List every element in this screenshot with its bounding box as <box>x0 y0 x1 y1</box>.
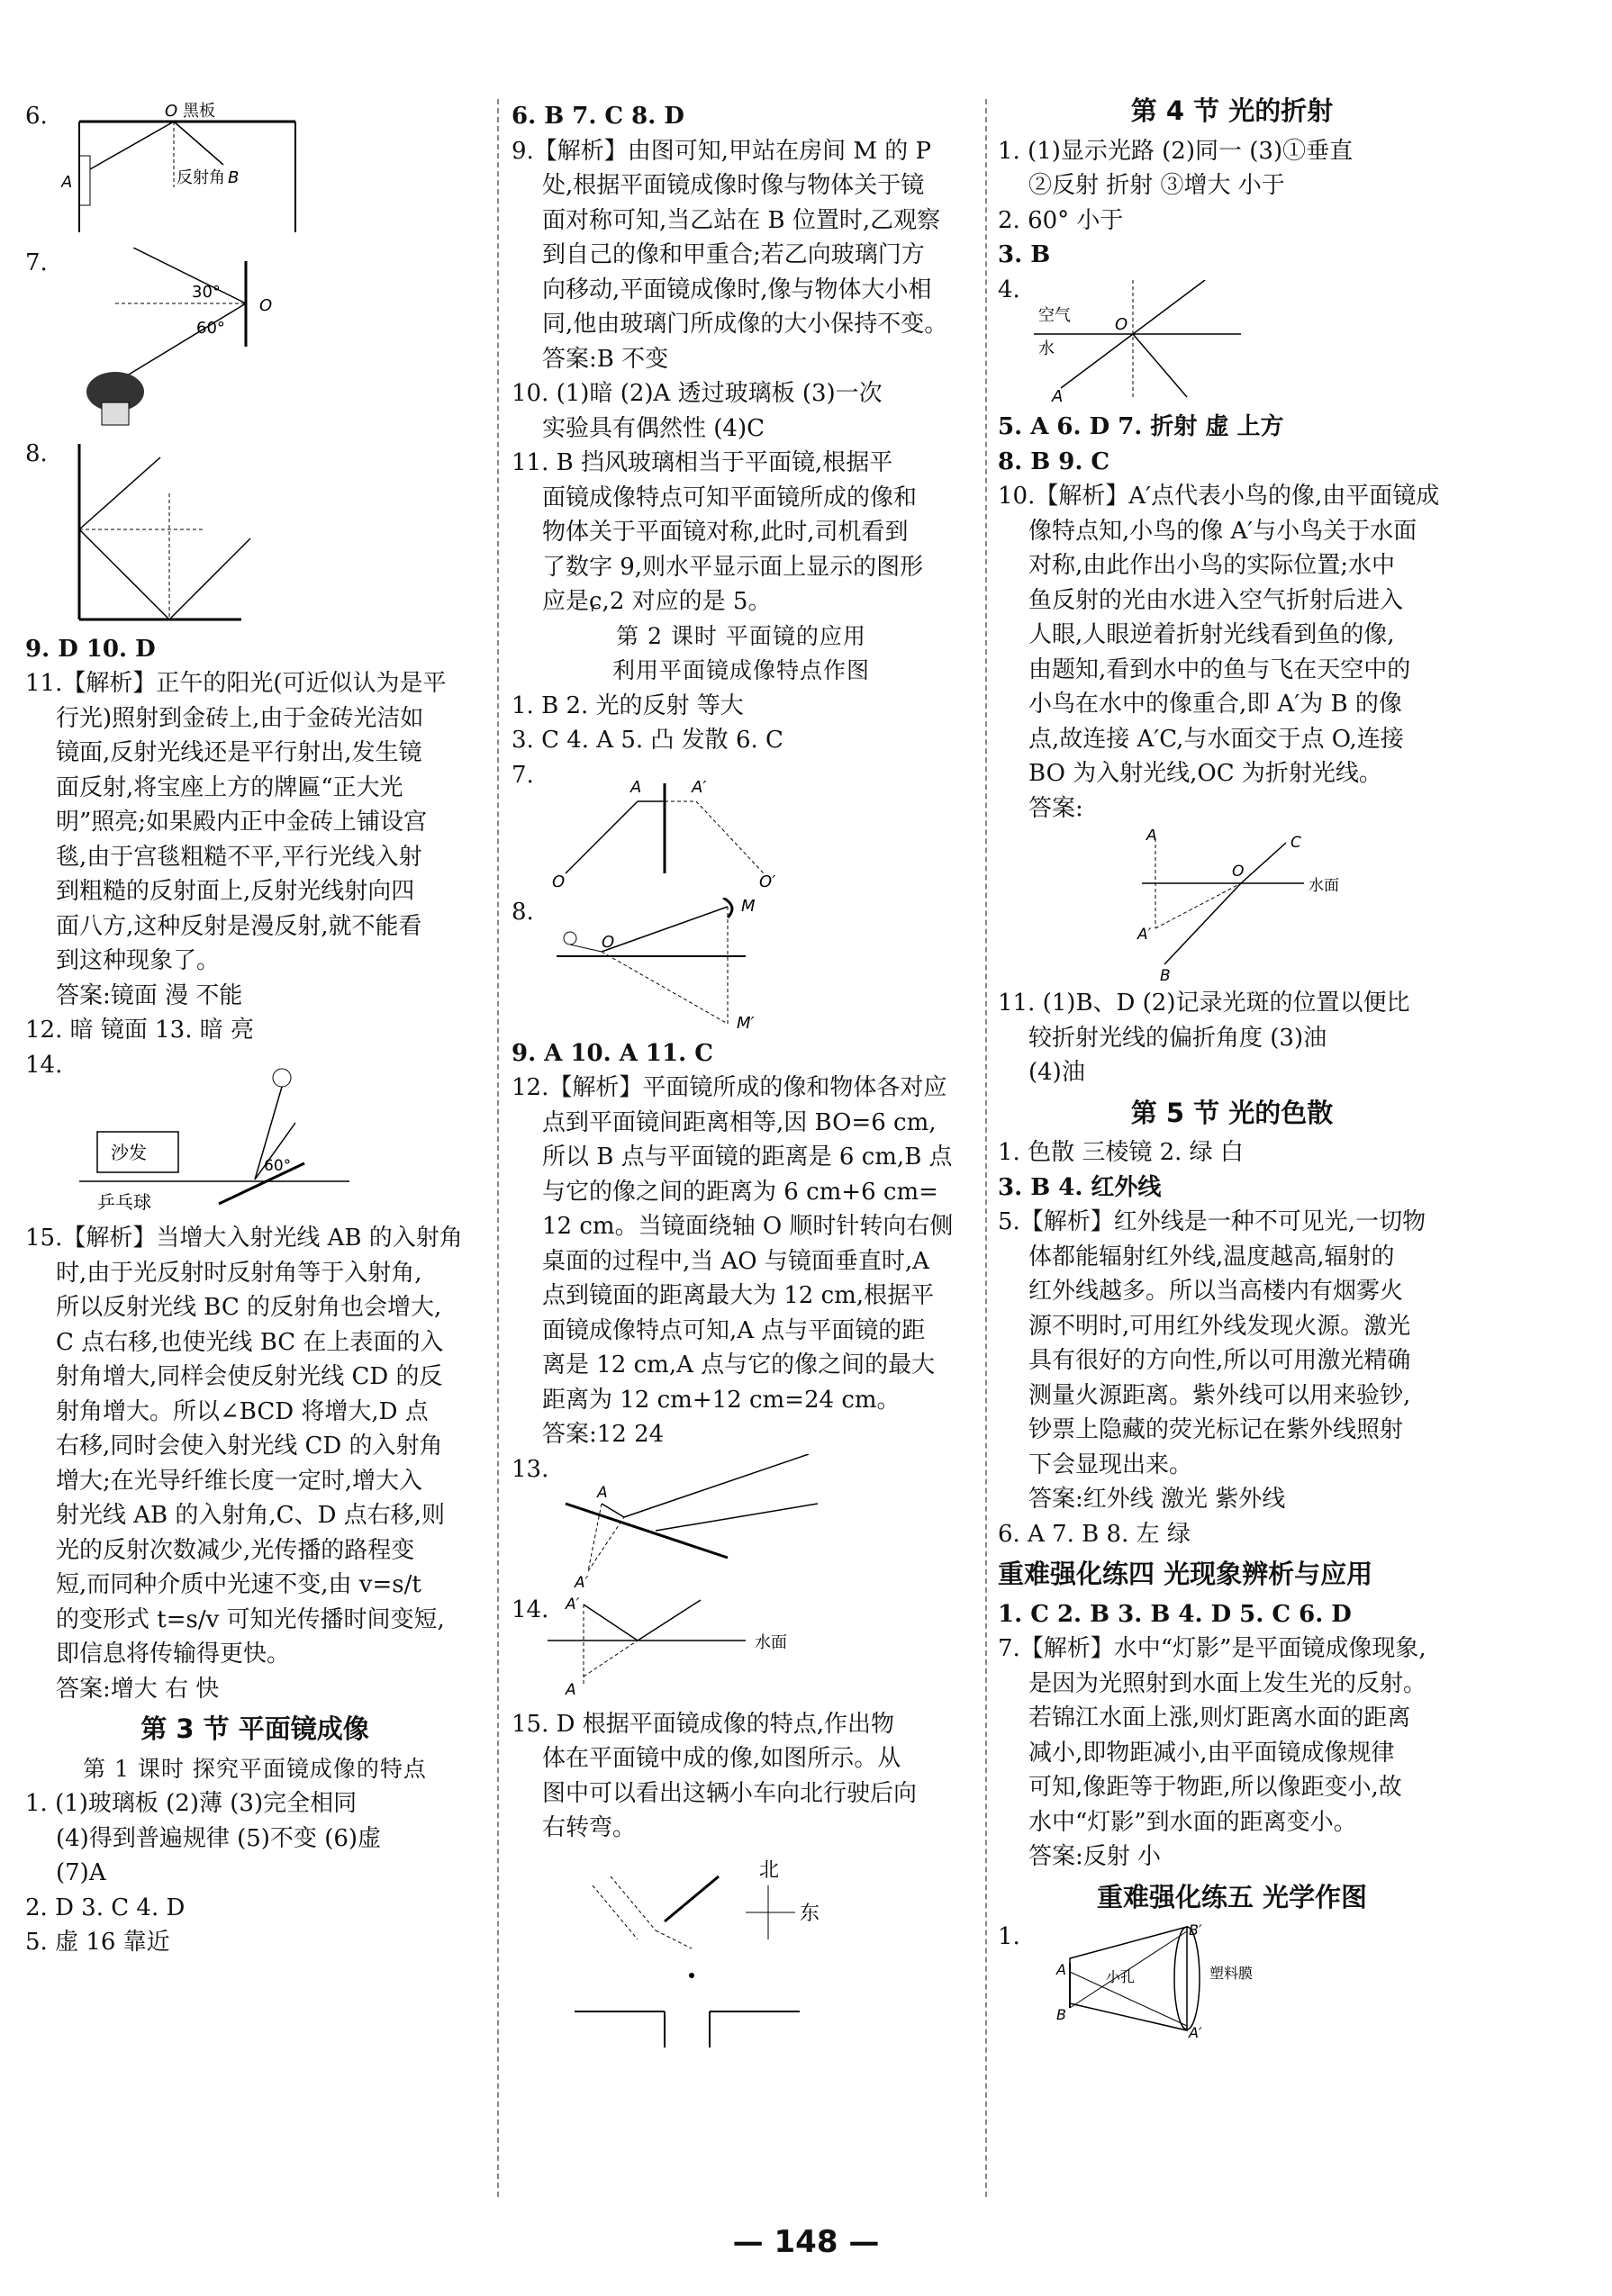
l2-q15-line-1: 15. D 根据平面镜成像的特点,作出物 <box>512 1710 894 1738</box>
fig-l2q7-o2: O′ <box>759 872 776 891</box>
fig14-60: 60° <box>264 1157 292 1175</box>
s3-q1-line-3: (7)A <box>56 1859 106 1886</box>
fig-l2q14-water: 水面 <box>755 1632 787 1652</box>
s3-q1-line-1: 1. (1)玻璃板 (2)薄 (3)完全相同 <box>25 1790 358 1817</box>
figure-l2-q15 <box>575 1849 899 2047</box>
s4-q10-line-1: 10.【解析】A′点代表小鸟的像,由平面镜成 <box>998 483 1440 510</box>
fig-s4q10-a: A <box>1146 829 1157 845</box>
l2-q9-11: 9. A 10. A 11. C <box>512 1039 713 1067</box>
l2-q12-answer: 答案:12 24 <box>542 1421 665 1448</box>
q15-line-8: 增大;在光导纤维长度一定时,增大入 <box>56 1467 423 1495</box>
q9-line-3: 面对称可知,当乙站在 B 位置时,乙观察 <box>542 206 941 234</box>
fig14-ball: 乒乓球 <box>97 1191 151 1213</box>
l2-q12-line-9: 离是 12 cm,A 点与它的像之间的最大 <box>542 1351 936 1379</box>
fig-s4q10-b: B <box>1160 967 1171 982</box>
s4-q2: 2. 60° 小于 <box>998 206 1124 234</box>
z4-q7-line-4: 减小,即物距减小,由平面镜成像规律 <box>1028 1739 1395 1767</box>
fig-s4q10-c: C <box>1291 834 1301 852</box>
q9-line-1: 9.【解析】由图可知,甲站在房间 M 的 P <box>512 137 931 165</box>
fig-l2q7-a: A <box>630 778 642 797</box>
s4-q5-7: 5. A 6. D 7. 折射 虚 上方 <box>998 413 1284 440</box>
q11-line-2: 行光)照射到金砖上,由于金砖光洁如 <box>56 704 424 732</box>
figure-l2-q8 <box>548 898 818 1033</box>
s4-q11-line-2: 较折射光线的偏折角度 (3)油 <box>1028 1024 1327 1052</box>
q11-line-4: 了数字 9,则水平显示面上显示的图形 <box>542 553 924 581</box>
fig-l2q7-a2: A′ <box>692 778 707 797</box>
l2-q12-line-10: 距离为 12 cm+12 cm=24 cm。 <box>542 1386 901 1414</box>
fig-s4q4-a: A <box>1052 387 1064 406</box>
fig-l2q15-north: 北 <box>759 1858 780 1882</box>
q9-10: 9. D 10. D <box>25 635 156 663</box>
q6-number: 6. <box>25 103 48 130</box>
q9-line-2: 处,根据平面镜成像时像与物体关于镜 <box>542 172 925 199</box>
figure-q7 <box>61 248 349 428</box>
s4-q4-number: 4. <box>998 276 1020 303</box>
s4-q10-line-8: 点,故连接 A′C,与水面交于点 O,连接 <box>1028 725 1404 753</box>
q15-line-13: 即信息将传输得更快。 <box>56 1641 291 1668</box>
q15-line-5: 射角增大,同样会使反射光线 CD 的反 <box>56 1363 443 1390</box>
q15-line-7: 右移,同时会使入射光线 CD 的入射角 <box>56 1433 443 1460</box>
s3-q2-4: 2. D 3. C 4. D <box>25 1894 186 1921</box>
q9-line-5: 向移动,平面镜成像时,像与物体大小相 <box>542 276 932 303</box>
fig-l2q8-m: M <box>741 897 756 916</box>
q6-8: 6. B 7. C 8. D <box>512 103 684 130</box>
fig-z5-a2: A′ <box>1189 2023 1202 2039</box>
fig-s4q4-o: O <box>1115 315 1128 334</box>
l2-q15-line-2: 体在平面镜中成的像,如图所示。从 <box>542 1745 901 1772</box>
s5-q5-line-4: 源不明时,可用红外线发现火源。激光 <box>1028 1312 1411 1340</box>
section-5-title: 第 5 节 光的色散 <box>1130 1097 1334 1128</box>
fig6-angle: 反射角 <box>177 167 225 187</box>
s5-q6-8: 6. A 7. B 8. 左 绿 <box>998 1520 1191 1548</box>
lesson-2-subtitle: 利用平面镜成像特点作图 <box>611 657 870 683</box>
q11-line-4: 面反射,将宝座上方的牌匾“正大光 <box>56 773 403 801</box>
z4-q7-line-5: 可知,像距等于物距,所以像距变小,故 <box>1028 1774 1402 1801</box>
q11-line-5: 应是ɕ,2 对应的是 5。 <box>542 588 772 615</box>
figure-l2-q13 <box>548 1454 845 1589</box>
q15-line-3: 所以反射光线 BC 的反射角也会增大, <box>56 1294 442 1321</box>
s5-q1-2: 1. 色散 三棱镜 2. 绿 白 <box>998 1139 1244 1166</box>
s4-q3: 3. B <box>998 241 1051 268</box>
fig-s4q10-water: 水面 <box>1309 877 1339 895</box>
fig7-o: O <box>259 296 273 315</box>
l2-q15-line-4: 右转弯。 <box>542 1814 637 1841</box>
z4-q7-line-2: 是因为光照射到水面上发生光的反射。 <box>1028 1669 1427 1697</box>
fig-l2q13-a2: A′ <box>575 1574 589 1589</box>
l2-q12-line-8: 面镜成像特点可知,A 点与平面镜的距 <box>542 1316 926 1344</box>
s4-q11-line-1: 11. (1)B、D (2)记录光斑的位置以便比 <box>998 990 1410 1017</box>
section-3-title: 第 3 节 平面镜成像 <box>140 1713 369 1744</box>
q11-line-8: 面八方,这种反射是漫反射,就不能看 <box>56 912 422 940</box>
z4-q7-line-3: 若锦江水面上涨,则灯距离水面的距离 <box>1028 1704 1411 1731</box>
q9-line-6: 同,他由玻璃门所成像的大小保持不变。 <box>542 311 948 338</box>
lesson-2-title: 第 2 课时 平面镜的应用 <box>616 622 866 649</box>
q10-line-2: 实验具有偶然性 (4)C <box>542 414 765 442</box>
z4-q7-line-6: 水中“灯影”到水面的距离变小。 <box>1028 1808 1357 1836</box>
s5-q5-line-1: 5.【解析】红外线是一种不可见光,一切物 <box>998 1208 1426 1235</box>
fig-l2q14-a: A <box>566 1680 576 1699</box>
z4-q1-6: 1. C 2. B 3. B 4. D 5. C 6. D <box>998 1600 1352 1628</box>
l2-q7-number: 7. <box>512 761 534 789</box>
q11-line-7: 到粗糙的反射面上,反射光线射向四 <box>56 878 415 905</box>
s5-q5-answer: 答案:红外线 激光 紫外线 <box>1028 1486 1286 1513</box>
figure-q8 <box>61 439 331 628</box>
s4-q10-answer: 答案: <box>1028 794 1083 822</box>
fig-l2q8-m2: M′ <box>737 1013 755 1033</box>
l2-q12-line-6: 桌面的过程中,当 AO 与镜面垂直时,A <box>542 1247 929 1275</box>
fig-l2q13-a: A <box>597 1484 608 1502</box>
fig-s4q10-o: O <box>1232 863 1245 881</box>
q15-line-10: 光的反射次数减少,光传播的路程变 <box>56 1536 415 1564</box>
s3-q1-line-2: (4)得到普遍规律 (5)不变 (6)虚 <box>56 1824 382 1852</box>
q11-line-2: 面镜成像特点可知平面镜所成的像和 <box>542 484 918 511</box>
s3-q5: 5. 虚 16 靠近 <box>25 1929 170 1956</box>
figure-q14 <box>61 1064 358 1217</box>
l2-q3-6: 3. C 4. A 5. 凸 发散 6. C <box>512 727 783 754</box>
q15-line-12: 的变形式 t=s/v 可知光传播时间变短, <box>56 1605 445 1633</box>
section-z4-title: 重难强化练四 光现象辨析与应用 <box>998 1559 1373 1589</box>
fig7-30: 30° <box>192 283 221 302</box>
s4-q10-line-3: 对称,由此作出小鸟的实际位置;水中 <box>1028 552 1396 579</box>
l2-q13-number: 13. <box>512 1455 549 1483</box>
fig-z5-a: A <box>1056 1960 1066 1978</box>
q12-13: 12. 暗 镜面 13. 暗 亮 <box>25 1017 255 1044</box>
q10-line-1: 10. (1)暗 (2)A 透过玻璃板 (3)一次 <box>512 380 883 407</box>
fig-s4q10-a2: A′ <box>1137 926 1152 944</box>
q11-line-1: 11.【解析】正午的阳光(可近似认为是平 <box>25 670 447 697</box>
l2-q1-2: 1. B 2. 光的反射 等大 <box>512 692 744 719</box>
l2-q14-number: 14. <box>512 1596 549 1623</box>
figure-l2-q7 <box>548 774 818 891</box>
figure-s4-q4 <box>1034 280 1322 406</box>
fig-l2q7-o: O <box>552 872 566 891</box>
q9-line-4: 到自己的像和甲重合;若乙向玻璃门方 <box>542 241 925 268</box>
s5-q3-4: 3. B 4. 红外线 <box>998 1173 1162 1201</box>
column-divider-left <box>497 99 499 2197</box>
q11-line-9: 到这种现象了。 <box>56 947 221 974</box>
column-middle <box>512 99 971 2051</box>
s5-q5-line-3: 红外线越多。所以当高楼内有烟雾火 <box>1028 1278 1404 1305</box>
s4-q1-line-1: 1. (1)显示光路 (2)同一 (3)①垂直 <box>998 137 1354 165</box>
s5-q5-line-8: 下会显现出来。 <box>1028 1451 1193 1478</box>
fig7-60: 60° <box>196 319 225 338</box>
s4-q10-line-7: 小鸟在水中的像重合,即 A′为 B 的像 <box>1028 691 1402 718</box>
s5-q5-line-7: 钞票上隐藏的荧光标记在紫外线照射 <box>1028 1416 1404 1443</box>
q14-number: 14. <box>25 1051 63 1079</box>
fig-s4q4-air: 空气 <box>1038 306 1071 325</box>
fig-s4q4-water: 水 <box>1038 339 1055 358</box>
q7-number: 7. <box>25 249 48 276</box>
q15-line-11: 短,而同种介质中光速不变,由 v=s/t <box>56 1571 421 1598</box>
l2-q12-line-7: 点到镜面的距离最大为 12 cm,根据平 <box>542 1282 935 1309</box>
fig-l2q14-a2: A′ <box>566 1595 580 1614</box>
q15-line-4: C 点右移,也使光线 BC 在上表面的入 <box>56 1328 444 1356</box>
z5-q1-number: 1. <box>998 1923 1020 1950</box>
s5-q5-line-5: 具有很好的方向性,所以可用激光精确 <box>1028 1347 1411 1374</box>
q15-line-1: 15.【解析】当增大入射光线 AB 的入射角 <box>25 1225 463 1252</box>
s4-q11-line-3: (4)油 <box>1028 1059 1085 1086</box>
figure-z5-q1 <box>1034 1922 1304 2039</box>
figure-s4-q10 <box>1124 829 1412 982</box>
q15-answer: 答案:增大 右 快 <box>56 1675 220 1703</box>
l2-q12-line-2: 点到平面镜间距离相等,因 BO=6 cm, <box>542 1108 937 1136</box>
s4-q10-line-5: 人眼,人眼逆着折射光线看到鱼的像, <box>1028 621 1395 648</box>
column-divider-right <box>985 99 987 2197</box>
column-left <box>25 99 485 1960</box>
section-4-title: 第 4 节 光的折射 <box>1130 95 1334 126</box>
l2-q12-line-4: 与它的像之间的距离为 6 cm+6 cm= <box>542 1178 938 1206</box>
q8-number: 8. <box>25 440 48 467</box>
q15-line-2: 时,由于光反射时反射角等于入射角, <box>56 1259 422 1287</box>
s4-q8-9: 8. B 9. C <box>998 447 1110 475</box>
fig6-b: B <box>228 167 240 187</box>
l2-q12-line-3: 所以 B 点与平面镜的距离是 6 cm,B 点 <box>542 1143 953 1171</box>
q11-line-3: 物体关于平面镜对称,此时,司机看到 <box>542 519 909 546</box>
s5-q5-line-2: 体都能辐射红外线,温度越高,辐射的 <box>1028 1243 1395 1270</box>
l2-q8-number: 8. <box>512 899 534 926</box>
z4-q7-line-1: 7.【解析】水中“灯影”是平面镜成像现象, <box>998 1635 1426 1662</box>
l2-q12-line-5: 12 cm。当镜面绕轴 O 顺时针转向右侧 <box>542 1213 954 1240</box>
s4-q10-line-4: 鱼反射的光由水进入空气折射后进入 <box>1028 586 1404 614</box>
figure-q6 <box>61 102 349 237</box>
l2-q15-line-3: 图中可以看出这辆小车向北行驶后向 <box>542 1779 918 1807</box>
column-right <box>998 95 1466 2043</box>
fig6-a: A <box>61 172 73 192</box>
fig-z5-film: 塑料膜 <box>1209 1964 1254 1982</box>
fig6-o: O <box>165 101 178 121</box>
fig-z5-b: B <box>1056 2005 1066 2023</box>
section-3-subtitle: 第 1 课时 探究平面镜成像的特点 <box>83 1755 427 1782</box>
q9-answer: 答案:B 不变 <box>542 345 669 373</box>
fig-z5-b2: B′ <box>1189 1921 1202 1939</box>
s5-q5-line-6: 测量火源距离。紫外线可以用来验钞, <box>1028 1381 1411 1409</box>
fig-l2q15-east: 东 <box>800 1902 820 1925</box>
s4-q10-line-2: 像特点知,小鸟的像 A′与小鸟关于水面 <box>1028 517 1417 545</box>
page-number: — 148 — <box>732 2224 880 2260</box>
s4-q10-line-6: 由题知,看到水中的鱼与飞在天空中的 <box>1028 655 1411 683</box>
q11-line-5: 明”照亮;如果殿内正中金砖上铺设宫 <box>56 809 428 836</box>
s4-q10-line-9: BO 为入射光线,OC 为折射光线。 <box>1028 760 1382 787</box>
q11-line-3: 镜面,反射光线还是平行射出,发生镜 <box>56 739 422 766</box>
fig-z5-hole: 小孔 <box>1106 1967 1136 1985</box>
fig-l2q8-o: O <box>602 932 615 952</box>
q11-answer: 答案:镜面 漫 不能 <box>56 981 243 1009</box>
fig6-board: 黑板 <box>183 101 215 121</box>
section-z5-title: 重难强化练五 光学作图 <box>1096 1881 1368 1912</box>
q15-line-9: 射光线 AB 的入射角,C、D 点右移,则 <box>56 1502 445 1529</box>
s4-q1-line-2: ②反射 折射 ③增大 小于 <box>1028 172 1285 199</box>
figure-l2-q14 <box>548 1595 845 1704</box>
fig14-sofa: 沙发 <box>111 1142 147 1163</box>
q15-line-6: 射角增大。所以∠BCD 将增大,D 点 <box>56 1397 429 1425</box>
z4-q7-answer: 答案:反射 小 <box>1028 1843 1162 1870</box>
l2-q12-line-1: 12.【解析】平面镜所成的像和物体各对应 <box>512 1074 947 1101</box>
q11-line-6: 毯,由于宫毯粗糙不平,平行光线入射 <box>56 843 422 871</box>
q11-line-1: 11. B 挡风玻璃相当于平面镜,根据平 <box>512 449 893 476</box>
